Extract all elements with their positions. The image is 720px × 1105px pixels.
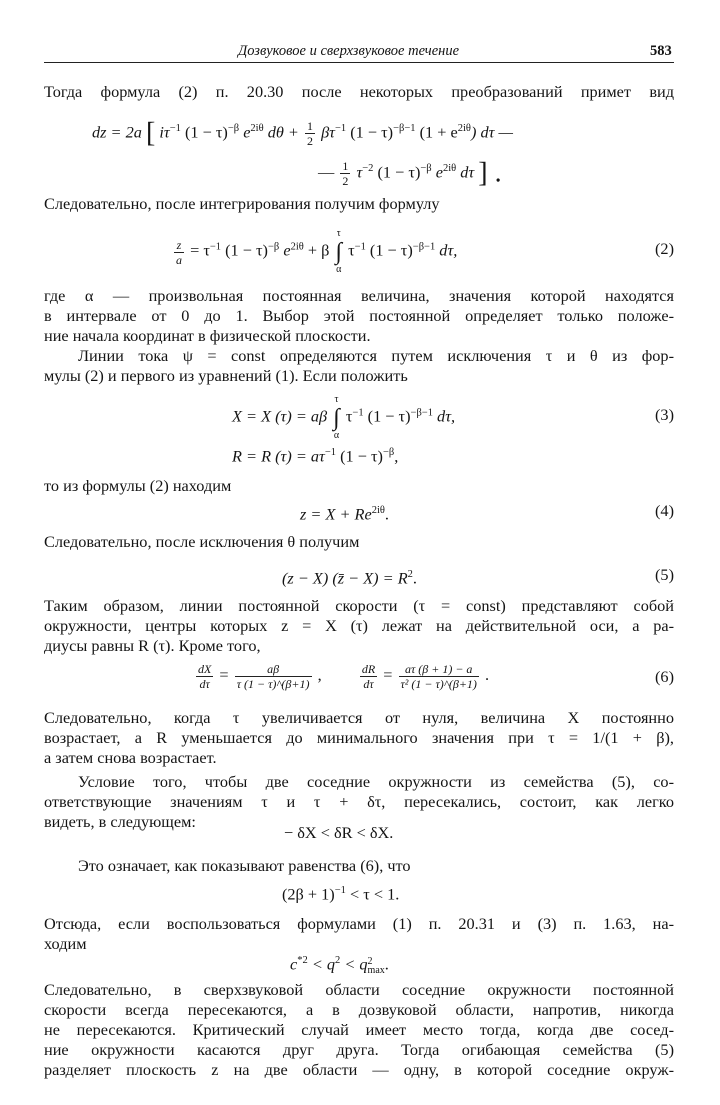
eq-term: τ	[348, 240, 355, 260]
text-line: окружности, центры которых z = X (τ) лежат на действительной оси, а ра-	[44, 616, 674, 635]
text-line: Линии тока ψ = const определяются путем исключения τ и θ из фор-	[78, 346, 674, 365]
equation-4	[300, 500, 389, 525]
eq-sup: −β−1	[412, 241, 436, 253]
bracket: ] .	[478, 157, 502, 189]
eq-sup: −1	[335, 123, 347, 134]
eq-term: (1 − τ)	[367, 406, 411, 426]
eq-sup: −β−1	[410, 407, 433, 419]
eq-sup: −1	[352, 407, 364, 419]
text-line: Следовательно, в сверхзвуковой области соседние окружности постоянной	[44, 980, 674, 999]
eq-term: < q	[311, 954, 336, 974]
eq-sup: −1	[334, 885, 346, 896]
eq-sup: −β	[420, 163, 432, 174]
eq-term: e	[435, 162, 443, 182]
eq-term: dτ	[460, 162, 475, 182]
integral-sign: τ ∫ α	[333, 394, 340, 441]
eq-term: ,	[394, 446, 399, 466]
eq-sup: 2iθ	[442, 163, 457, 174]
eq-sup: 2iθ	[290, 241, 304, 253]
text-line: где α — произвольная постоянная величина, значения которой находятся	[44, 286, 674, 305]
eq-term: τ	[345, 406, 353, 426]
page-number: 583	[650, 43, 672, 59]
eq-term: dτ,	[439, 240, 458, 260]
eq-term: iτ	[159, 122, 170, 142]
text-line: Таким образом, линии постоянной скорости (τ = const) представляют собой	[44, 596, 674, 615]
eq-sup: 2iθ	[250, 123, 264, 134]
half-fraction: $\frac{1}{2}$	[342, 159, 349, 189]
text-line: ходим	[44, 934, 87, 953]
eq-sup: −β	[382, 447, 395, 458]
text-line: Отсюда, если воспользоваться формулами (1) п. 20.31 и (3) п. 1.63, на-	[44, 914, 674, 933]
equation-dz	[92, 118, 513, 148]
text-line: ответствующие значениям τ и τ + δτ, пересекались, состоит, как легко	[44, 792, 674, 811]
text-line: ние начала координат в физической плоскости.	[44, 326, 371, 345]
text-line: видеть, в следующем:	[44, 812, 196, 831]
eq-term: R = R (τ) = aτ	[232, 446, 325, 466]
eq-term: dz = 2a	[92, 122, 142, 142]
eq-term: (1 − τ)	[350, 122, 394, 142]
eq-term: —	[318, 162, 335, 182]
eq-sup: −1	[209, 241, 222, 253]
eq-term: (z − X) (z̄ − X) = R	[282, 568, 408, 588]
text-line: Следовательно, когда τ увеличивается от нуля, величина X постоянно	[44, 708, 674, 727]
eq-sup: 2iθ	[457, 123, 471, 134]
eq-term: + β	[307, 240, 330, 260]
eq-sup: 2iθ	[371, 505, 385, 516]
bracket: [	[145, 117, 156, 149]
text-line: Следовательно, после исключения θ получим	[44, 532, 360, 551]
eq-term: τ	[356, 162, 363, 182]
half-fraction: $\frac{1}{2}$	[306, 119, 313, 149]
equation-dz-row2	[318, 158, 502, 188]
equation-number: (2)	[655, 239, 674, 258]
equation-number: (5)	[655, 565, 674, 584]
eq-term: c	[290, 954, 298, 974]
eq-term: < q	[344, 954, 368, 974]
eq-term: z = X + Re	[300, 504, 372, 524]
eq-term: = τ	[190, 240, 210, 260]
eq-term: X = X (τ) = aβ	[232, 406, 328, 426]
eq-sup: −β	[267, 241, 280, 253]
fraction: $\frac{dR}{d\tau}$	[361, 662, 376, 691]
eq-term: e	[283, 240, 291, 260]
z-over-a: $\frac{z}{a}$	[176, 237, 182, 267]
eq-term: =	[219, 665, 229, 685]
eq-term: .	[412, 568, 417, 588]
eq-sup: *2	[297, 955, 308, 966]
text-line: мулы (2) и первого из уравнений (1). Если положить	[44, 366, 408, 385]
eq-term: ) dτ —	[470, 122, 513, 142]
equation-number: (6)	[655, 667, 674, 686]
eq-sup: −1	[324, 447, 337, 458]
eq-term: (1 + e	[419, 122, 458, 142]
eq-term: =	[383, 665, 393, 685]
text-line: Это означает, как показывают равенства (6), что	[78, 856, 411, 875]
header-rule	[44, 62, 674, 63]
eq-subsup: 2 max	[367, 955, 385, 976]
eq-term: dθ +	[267, 122, 299, 142]
text-line: не пересекаются. Критический случай имеет место тогда, когда две сосед-	[44, 1020, 674, 1039]
running-title: Дозвуковое и сверхзвуковое течение	[238, 43, 460, 59]
text-line: скорости всегда пересекаются, а в дозвуковой области, напротив, никогда	[44, 1000, 674, 1019]
text-line: возрастает, а R уменьшается до минимального значения при τ = 1/(1 + β),	[44, 728, 674, 747]
eq-term: dτ,	[437, 406, 456, 426]
eq-term: ,	[317, 665, 322, 685]
fraction: $\frac{a\tau (\beta + 1) - a}{\text{τ² (1 − τ)\textasciicircum{}(β+1)}}$	[400, 662, 477, 691]
eq-sup: −β−1	[393, 123, 416, 134]
text-line: то из формулы (2) находим	[44, 476, 232, 495]
equation-inequality: − δX < δR < δX.	[284, 823, 394, 842]
eq-term: (2β + 1)	[282, 884, 335, 904]
equation-tau-range	[282, 880, 399, 905]
eq-term: βτ	[321, 122, 335, 142]
text-line: Условие того, чтобы две соседние окружности из семейства (5), со-	[78, 772, 674, 791]
text-line: разделяет плоскость z на две области — одну, в которой соседние окруж-	[44, 1060, 674, 1079]
text-line: диусы равны R (τ). Кроме того,	[44, 636, 261, 655]
eq-term: (1 − τ)	[225, 240, 268, 260]
eq-term: .	[384, 954, 389, 974]
eq-term: (1 − τ)	[369, 240, 413, 260]
eq-sup: 2	[407, 569, 413, 580]
text-line: ние окружности касаются друг друга. Тогда огибающая семейства (5)	[44, 1040, 674, 1059]
eq-sup: −1	[354, 241, 366, 253]
eq-term: (1 − τ)	[184, 122, 228, 142]
text-line: Следовательно, после интегрирования получим формулу	[44, 194, 440, 213]
equation-5	[282, 564, 417, 589]
eq-term: .	[484, 665, 490, 685]
equation-speed-range	[290, 950, 389, 975]
eq-sup: −2	[362, 163, 374, 174]
equation-6	[194, 662, 489, 691]
integral-sign: τ ∫ α	[335, 228, 343, 275]
equation-3	[232, 394, 455, 442]
eq-sup: −β	[227, 123, 240, 134]
fraction: $\frac{a\beta}{\tau (1 - \tau)\^{}(\beta+1)}$	[236, 662, 310, 691]
eq-term: e	[243, 122, 251, 142]
equation-number: (4)	[655, 501, 674, 520]
equation-number: (3)	[655, 405, 674, 424]
eq-sup: 2	[335, 955, 341, 966]
eq-term: (1 − τ)	[340, 446, 383, 466]
equation-2	[172, 228, 457, 276]
eq-sup: −1	[169, 123, 181, 134]
eq-term: < τ < 1.	[349, 884, 400, 904]
eq-term: .	[384, 504, 389, 524]
fraction: $\frac{dX}{d\tau}$	[198, 662, 212, 691]
equation-3-r	[232, 442, 398, 467]
eq-term: (1 − τ)	[377, 162, 421, 182]
text-line: Тогда формула (2) п. 20.30 после некоторых преобразований примет вид	[44, 82, 674, 101]
text-line: а затем снова возрастает.	[44, 748, 217, 767]
text-line: в интервале от 0 до 1. Выбор этой постоянной определяет только положе-	[44, 306, 674, 325]
